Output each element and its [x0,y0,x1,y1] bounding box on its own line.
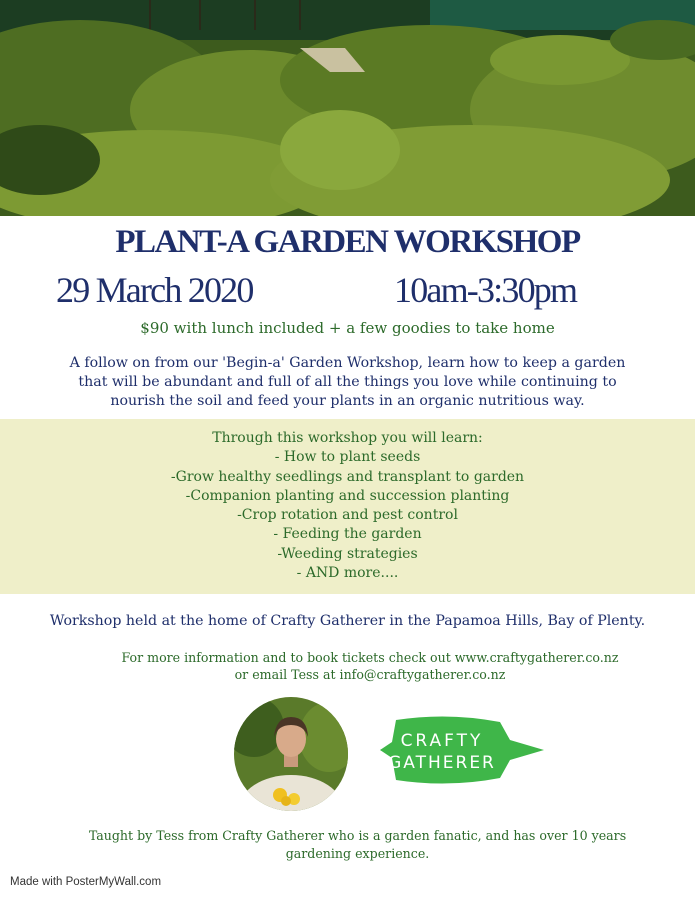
logo-text-line1: CRAFTY [400,731,484,751]
leaf-logo-icon [378,710,546,790]
booking-line: For more information and to book tickets check out www.craftygatherer.co.nz [121,650,619,665]
event-time: 10am-3:30pm [394,270,577,310]
logo-text-line2: GATHERER [388,753,496,773]
garden-photo-illustration [0,0,695,216]
intro-line: A follow on from our 'Begin-a' Garden Workshop, learn how to keep a garden [69,355,626,371]
learning-heading: Through this workshop you will learn: [212,430,483,446]
learning-list [0,429,695,583]
intro-paragraph [0,354,695,411]
learning-item: - AND more.... [296,565,399,582]
page-title: PLANT-A GARDEN WORKSHOP [115,224,580,260]
intro-line: nourish the soil and feed your plants in an organic nutritious way. [110,393,585,409]
crafty-gatherer-logo [378,710,546,790]
instructor-portrait-illustration [234,697,348,811]
learning-item: -Grow healthy seedlings and transplant to garden [170,468,525,485]
learning-item: - Feeding the garden [273,526,422,543]
venue-line: Workshop held at the home of Crafty Gatherer in the Papamoa Hills, Bay of Plenty. [49,613,646,629]
booking-line: or email Tess at info@craftygatherer.co.nz [234,667,506,682]
learning-item: -Crop rotation and pest control [237,507,458,524]
booking-info [70,649,670,683]
event-date: 29 March 2020 [56,270,253,310]
instructor-bio [40,827,675,863]
intro-line: that will be abundant and full of all the things you love while continuing to [78,374,617,390]
learning-item: -Weeding strategies [277,545,418,562]
instructor-photo [234,697,348,811]
hero-garden-photo [0,0,695,216]
bio-line: Taught by Tess from Crafty Gatherer who is a garden fanatic, and has over 10 years [88,828,627,843]
learning-item: -Companion planting and succession planting [185,487,510,504]
postermywall-credit: Made with PosterMyWall.com [10,876,162,888]
price-line: $90 with lunch included + a few goodies to take home [140,319,555,337]
bio-line: gardening experience. [285,846,430,861]
learning-item: - How to plant seeds [274,449,421,466]
